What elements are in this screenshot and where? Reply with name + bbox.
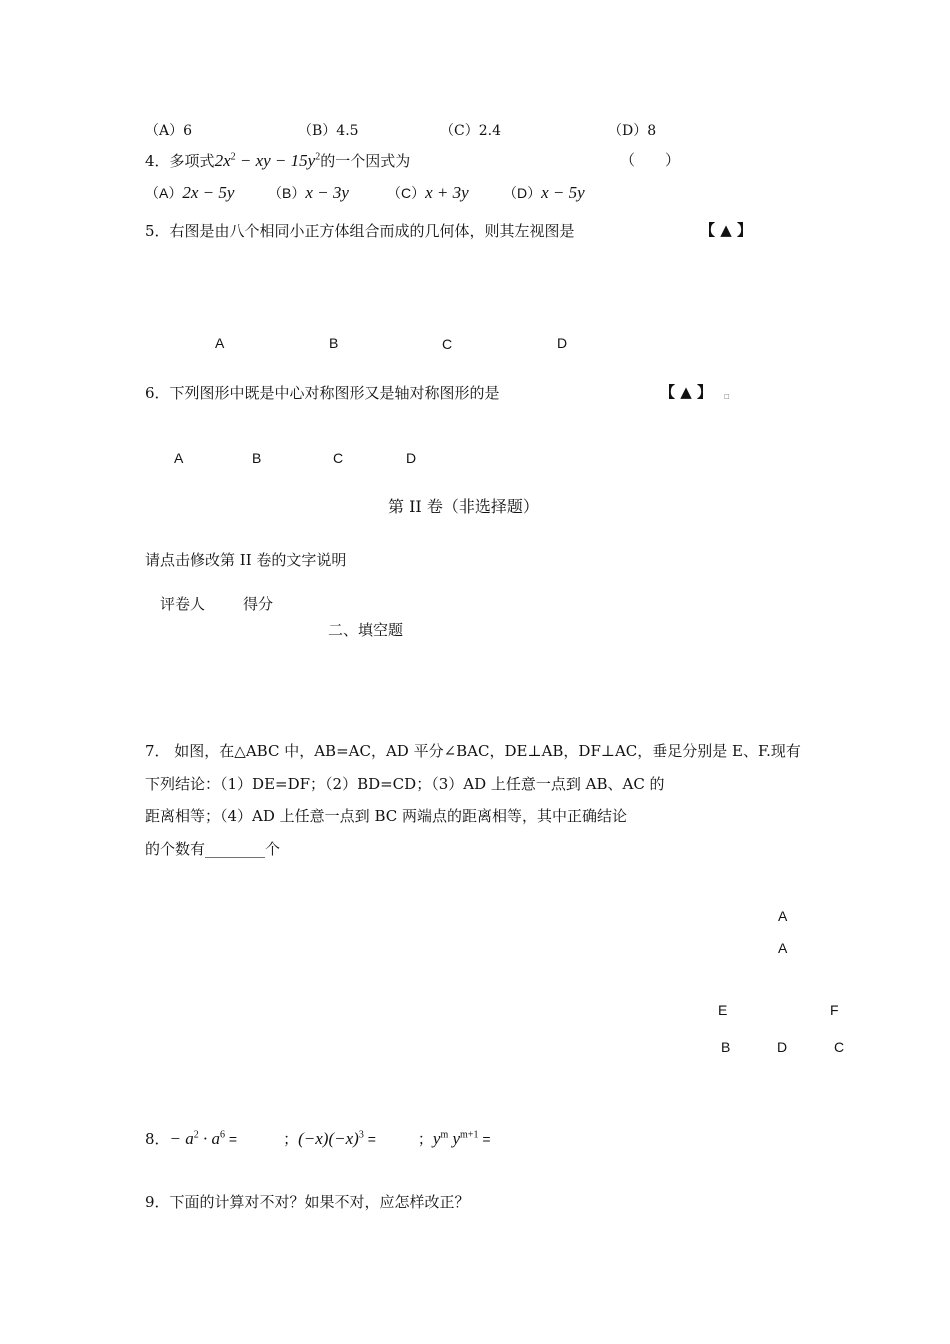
q4-option-a: （A）2x − 5y [145,183,235,202]
q4-option-b: （B）x − 3y [268,183,349,202]
q7-line-3: 距离相等；（4）AD 上任意一点到 BC 两端点的距离相等，其中正确结论 [145,807,627,825]
q7-figure-label-e: E [718,1002,728,1018]
q6-label-a: A [174,450,184,466]
q6-small-box: □ [724,393,730,400]
q6-label-c: C [333,450,344,466]
part-2-heading: 二、填空题 [328,621,404,639]
q4-polynomial: $2x^2$ − xy − $15y^2$ [214,151,321,170]
q8-expression: 8．− $a^2 \cdot a^6$ = ；$(-x)(-x)^3$ = ；$y^m$ $y^{m+1}$ = [145,1129,491,1148]
q8-part-1: − $a^2 \cdot a^6$ [169,1129,226,1148]
q4-stem [145,152,410,169]
q3-option-b: （B）4.5 [298,123,359,139]
q7-figure-label-a-second: A [778,940,788,956]
q6-answer-mark: 【 ▲ 】 [660,383,712,401]
q7-figure-label-b: B [721,1039,731,1055]
q3-option-d: （D）8 [608,123,657,139]
q8-part-2: $(-x)(-x)^3$ [298,1129,364,1148]
q9-stem: 9．下面的计算对不对？如果不对，应怎样改正？ [145,1193,470,1211]
q4-answer-paren: （ ） [620,151,681,169]
q3-option-c: （C）2.4 [440,123,501,139]
q6-stem: 6．下列图形中既是中心对称图形又是轴对称图形的是 [145,384,500,402]
q4-number: 4． [145,152,170,170]
q5-label-d: D [557,335,568,351]
q3-option-a: （A）6 [145,123,193,139]
q6-label-b: B [252,450,262,466]
score-label: 得分 [243,595,274,613]
section-2-title: 第 II 卷（非选择题） [388,497,539,516]
q4-option-c: （C）x + 3y [387,183,469,202]
q4-option-d: （D）x − 5y [503,183,585,202]
q7-line-4: 的个数有________个 [145,840,281,858]
q7-figure-label-d: D [777,1039,788,1055]
q8-number: 8． [145,1130,170,1148]
q5-stem: 5．右图是由八个相同小正方体组合而成的几何体，则其左视图是 [145,222,575,240]
q5-answer-mark: 【 ▲ 】 [700,221,752,239]
q7-line-2: 下列结论：（1）DE=DF；（2）BD=CD；（3）AD 上任意一点到 AB、AC 的 [145,775,665,793]
q7-figure-label-a: A [778,908,788,924]
q7-figure-label-f: F [830,1002,839,1018]
q4-stem-pre: 多项式 [169,152,215,170]
q4-stem-post: 的一个因式为 [320,152,411,170]
q7-line-1: 7． 如图，在△ABC 中，AB=AC，AD 平分∠BAC，DE⊥AB，DF⊥AC，垂足分别是 E、F.现有 [145,742,801,760]
section-2-note: 请点击修改第 II 卷的文字说明 [145,551,347,569]
q8-part-3: $y^m$ $y^{m+1}$ [432,1129,479,1148]
grader-label: 评卷人 [160,595,206,613]
q5-label-c: C [442,336,453,352]
q5-label-a: A [215,335,225,351]
q6-label-d: D [406,450,417,466]
q5-label-b: B [329,335,339,351]
q7-figure-label-c: C [834,1039,845,1055]
